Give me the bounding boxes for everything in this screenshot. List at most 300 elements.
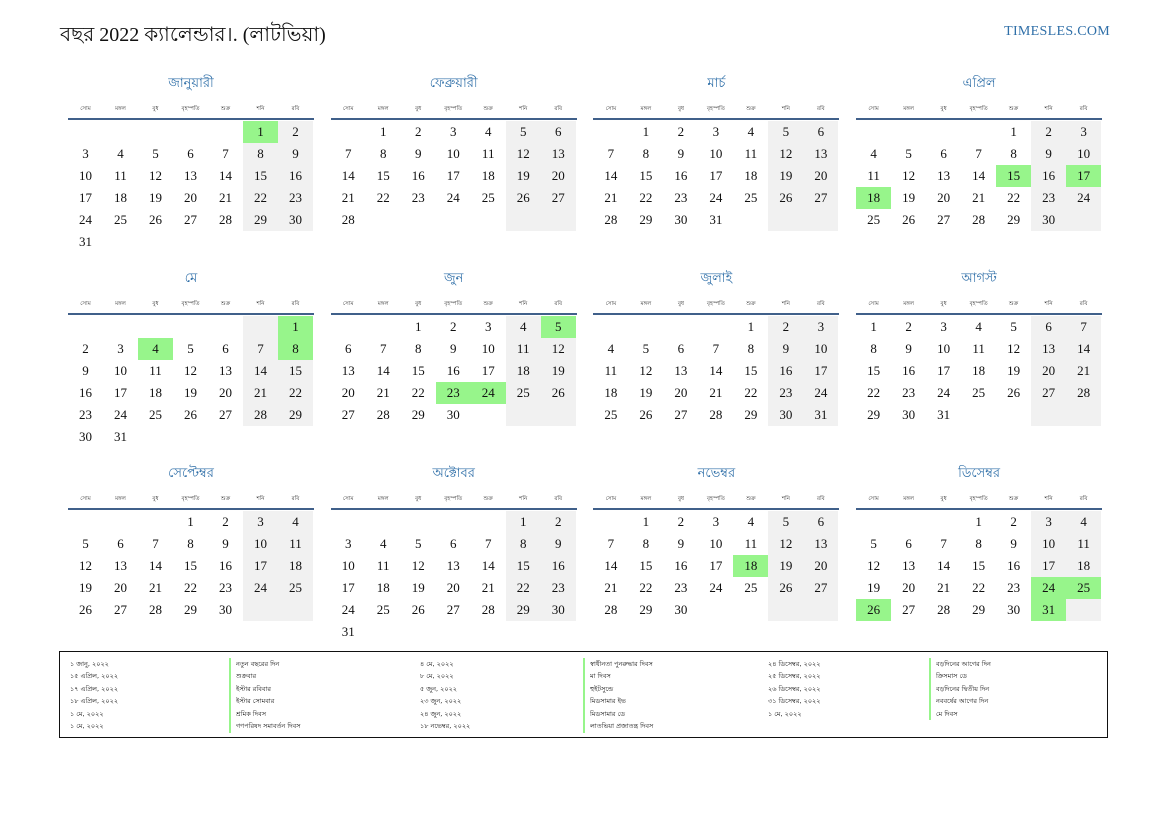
day-cell: 13 (902, 558, 916, 573)
day-cell: 22 (867, 385, 881, 400)
holiday-cell: 5 (541, 316, 576, 338)
holiday-cell: 1 (278, 316, 313, 338)
header-divider (593, 508, 839, 510)
day-cell: 11 (481, 146, 495, 161)
day-cell: 22 (289, 385, 302, 400)
legend-date: ২৩ জুন, ২০২২ (420, 697, 462, 706)
day-cell: 24 (814, 385, 828, 400)
weekday-header (331, 296, 577, 312)
day-cell: 4 (607, 341, 615, 356)
day-cell: 17 (446, 168, 460, 183)
day-cell: 29 (289, 407, 302, 422)
day-cell: 3 (449, 124, 457, 139)
day-cell: 13 (1042, 341, 1056, 356)
day-cell: 8 (379, 146, 387, 161)
day-cell: 13 (184, 168, 197, 183)
day-cell: 11 (516, 341, 530, 356)
holiday-cell: 23 (436, 382, 471, 404)
weekday-label: সোম (605, 106, 617, 112)
day-cell: 30 (902, 407, 916, 422)
day-cell: 17 (937, 363, 951, 378)
weekday-label: সোম (80, 106, 91, 112)
month-title: মে (184, 271, 198, 286)
legend-date: ১ মে, ২০২২ (70, 709, 104, 718)
day-cell: 2 (222, 514, 229, 529)
day-cell: 5 (642, 341, 650, 356)
holiday-cell: 1 (243, 121, 278, 143)
day-cell: 7 (484, 536, 492, 551)
day-cell: 22 (639, 190, 653, 205)
legend-holiday: গণপরিষদ সমাবর্তন দিবস (236, 721, 301, 730)
weekday-label: মঙ্গল (377, 106, 389, 112)
day-cell: 8 (747, 341, 755, 356)
weekday-header (331, 491, 577, 507)
day-cell: 14 (219, 168, 232, 183)
weekday-label: বুধ (940, 496, 947, 502)
header-divider (331, 313, 577, 315)
day-cell: 13 (814, 146, 828, 161)
month-calendar (856, 269, 1102, 449)
day-cell: 31 (709, 212, 723, 227)
weekday-label: রবি (291, 106, 300, 112)
weekday-label: সোম (605, 301, 617, 307)
day-cell: 15 (411, 363, 425, 378)
legend-marker (583, 658, 585, 733)
day-grid (593, 121, 839, 253)
legend-holiday: মে দিবস (936, 709, 958, 718)
day-cell: 16 (902, 363, 916, 378)
day-cell: 17 (79, 190, 92, 205)
day-cell: 6 (449, 536, 457, 551)
weekday-label: মঙ্গল (115, 496, 126, 502)
day-cell: 14 (709, 363, 723, 378)
day-cell: 21 (604, 190, 618, 205)
legend-date: ১৮ এপ্রিল, ২০২২ (70, 697, 119, 706)
day-cell: 12 (184, 363, 197, 378)
day-cell: 4 (870, 146, 877, 161)
holiday-cell: 17 (1066, 165, 1101, 187)
day-cell: 20 (674, 385, 688, 400)
day-cell: 15 (516, 558, 530, 573)
day-cell: 6 (344, 341, 352, 356)
day-cell: 16 (1007, 558, 1021, 573)
day-cell: 16 (446, 363, 460, 378)
day-cell: 8 (642, 536, 650, 551)
day-cell: 29 (867, 407, 881, 422)
day-cell: 3 (1080, 124, 1087, 139)
day-cell: 28 (149, 602, 162, 617)
month-title: জুন (443, 271, 464, 286)
legend-holiday: ক্রিসমাস ডে (936, 672, 967, 681)
day-cell: 20 (341, 385, 355, 400)
day-cell: 27 (341, 407, 355, 422)
weekday-label: শুক্র (746, 301, 756, 307)
day-cell: 27 (902, 602, 916, 617)
weekday-label: শনি (781, 301, 790, 307)
day-cell: 11 (1077, 536, 1090, 551)
weekday-label: সোম (605, 496, 617, 502)
legend-holiday: বড়দিনের আগের দিন (936, 660, 991, 668)
day-cell: 12 (639, 363, 653, 378)
day-cell: 25 (481, 190, 495, 205)
day-cell: 12 (79, 558, 92, 573)
weekday-label: মঙ্গল (640, 496, 652, 502)
day-cell: 20 (551, 168, 565, 183)
day-cell: 10 (446, 146, 460, 161)
weekday-label: সোম (868, 301, 879, 307)
weekday-label: বৃহস্পতি (181, 301, 200, 307)
legend-holiday: ইস্টার সোমবার (236, 697, 275, 706)
day-cell: 23 (1007, 580, 1021, 595)
day-cell: 10 (114, 363, 127, 378)
day-cell: 5 (1010, 319, 1017, 334)
day-cell: 7 (712, 341, 720, 356)
legend-date: ১ মে, ২০২২ (70, 721, 104, 730)
legend-holiday: হুইটসুন্ডে (590, 684, 614, 693)
day-cell: 7 (379, 341, 387, 356)
day-cell: 12 (551, 341, 565, 356)
month-calendar (856, 464, 1102, 644)
day-cell: 6 (817, 514, 825, 529)
legend-holiday: ইস্টার রবিবার (236, 684, 271, 693)
weekday-label: মঙ্গল (640, 301, 652, 307)
day-cell: 8 (975, 536, 982, 551)
month-calendar (68, 74, 314, 254)
weekday-label: শুক্র (220, 106, 231, 112)
day-cell: 5 (152, 146, 159, 161)
day-cell: 9 (222, 536, 229, 551)
day-cell: 3 (484, 319, 492, 334)
day-cell: 1 (414, 319, 422, 334)
day-cell: 9 (782, 341, 790, 356)
day-grid (68, 316, 314, 448)
day-cell: 23 (289, 190, 302, 205)
weekday-label: মঙ্গল (115, 106, 126, 112)
weekday-label: মঙ্গল (903, 301, 914, 307)
weekday-label: শনি (519, 301, 528, 307)
day-cell: 16 (551, 558, 565, 573)
day-cell: 11 (114, 168, 127, 183)
day-cell: 10 (937, 341, 951, 356)
day-cell: 16 (779, 363, 793, 378)
weekday-label: বুধ (415, 496, 422, 502)
day-cell: 2 (1010, 514, 1017, 529)
legend-holiday: নতুন বছরের দিন (236, 660, 280, 668)
day-cell: 8 (642, 146, 650, 161)
day-cell: 9 (677, 536, 685, 551)
day-cell: 14 (937, 558, 951, 573)
day-cell: 6 (117, 536, 124, 551)
day-cell: 4 (747, 124, 755, 139)
day-cell: 20 (114, 580, 127, 595)
day-cell: 1 (379, 124, 387, 139)
weekday-label: সোম (342, 301, 354, 307)
day-cell: 14 (972, 168, 986, 183)
day-cell: 11 (867, 168, 880, 183)
weekday-header (856, 296, 1102, 312)
weekday-label: শনি (256, 496, 265, 502)
header-divider (856, 508, 1102, 510)
weekday-label: বুধ (677, 106, 684, 112)
day-cell: 10 (79, 168, 92, 183)
day-cell: 1 (519, 514, 527, 529)
day-cell: 24 (709, 190, 723, 205)
month-title: আগস্ট (961, 271, 997, 286)
weekday-header (68, 296, 314, 312)
day-cell: 16 (411, 168, 425, 183)
day-cell: 9 (449, 341, 457, 356)
day-cell: 23 (1042, 190, 1056, 205)
day-cell: 22 (1007, 190, 1021, 205)
header-divider (68, 508, 314, 510)
day-cell: 11 (149, 363, 162, 378)
day-cell: 10 (481, 341, 495, 356)
weekday-label: শুক্র (483, 496, 493, 502)
day-cell: 21 (376, 385, 390, 400)
month-calendar (593, 464, 839, 644)
legend-date: ২৪ জুন, ২০২২ (420, 709, 462, 718)
day-cell: 6 (222, 341, 229, 356)
day-cell: 26 (639, 407, 653, 422)
page-title: বছর 2022 ক্যালেন্ডার।. (লাটভিয়া) (60, 24, 326, 46)
weekday-label: বুধ (415, 301, 422, 307)
legend-names-3 (936, 658, 1101, 720)
weekday-label: বুধ (152, 496, 159, 502)
weekday-label: রবি (291, 496, 300, 502)
day-cell: 19 (184, 385, 197, 400)
day-cell: 2 (677, 514, 685, 529)
header-divider (593, 313, 839, 315)
day-cell: 19 (867, 580, 881, 595)
weekday-label: শুক্র (483, 301, 493, 307)
day-cell: 6 (940, 146, 947, 161)
legend-date: ১৫ এপ্রিল, ২০২২ (70, 672, 119, 681)
legend-holiday: মিডসামার ডে (590, 709, 625, 718)
day-cell: 28 (709, 407, 723, 422)
legend-holiday: শুক্রবার (236, 672, 257, 681)
day-cell: 23 (551, 580, 565, 595)
day-cell: 27 (674, 407, 688, 422)
day-cell: 21 (254, 385, 267, 400)
day-cell: 15 (254, 168, 267, 183)
day-cell: 18 (744, 168, 758, 183)
weekday-label: সোম (868, 496, 879, 502)
day-cell: 24 (341, 602, 355, 617)
legend-date: ১৭ এপ্রিল, ২০২২ (70, 684, 119, 693)
day-cell: 15 (972, 558, 986, 573)
weekday-label: মঙ্গল (377, 496, 389, 502)
weekday-label: শনি (1044, 106, 1053, 112)
weekday-label: বুধ (677, 301, 684, 307)
day-cell: 26 (516, 190, 530, 205)
day-cell: 11 (744, 146, 758, 161)
holiday-cell: 18 (856, 187, 891, 209)
day-cell: 13 (219, 363, 232, 378)
month-title: মার্চ (707, 76, 726, 91)
day-cell: 17 (341, 580, 355, 595)
day-cell: 9 (292, 146, 299, 161)
day-cell: 1 (870, 319, 877, 334)
legend-names-2 (590, 658, 760, 732)
day-cell: 25 (972, 385, 986, 400)
day-cell: 1 (642, 124, 650, 139)
day-cell: 1 (1010, 124, 1017, 139)
day-cell: 19 (639, 385, 653, 400)
weekday-label: রবি (554, 106, 563, 112)
month-title: জানুয়ারী (168, 76, 214, 91)
day-cell: 8 (519, 536, 527, 551)
day-cell: 23 (219, 580, 232, 595)
day-cell: 9 (1045, 146, 1052, 161)
day-cell: 2 (82, 341, 89, 356)
day-cell: 18 (604, 385, 618, 400)
weekday-label: বুধ (940, 106, 947, 112)
day-cell: 16 (219, 558, 232, 573)
weekday-header (593, 101, 839, 117)
day-cell: 27 (937, 212, 951, 227)
day-cell: 12 (779, 146, 793, 161)
day-cell: 15 (289, 363, 302, 378)
day-cell: 14 (1077, 341, 1091, 356)
day-cell: 21 (219, 190, 232, 205)
day-cell: 14 (149, 558, 162, 573)
brand-link[interactable]: TIMESLES.COM (1004, 24, 1110, 39)
legend-holiday: লাতভিয়া প্রজাতন্ত্র দিবস (590, 721, 654, 730)
day-cell: 4 (975, 319, 982, 334)
weekday-label: শুক্র (220, 301, 231, 307)
day-cell: 24 (937, 385, 951, 400)
day-cell: 25 (114, 212, 127, 227)
holiday-cell: 26 (856, 599, 891, 621)
day-cell: 27 (1042, 385, 1056, 400)
legend-holiday: স্বাধীনতা পুনরুদ্ধার দিবস (590, 660, 653, 668)
weekday-label: বৃহস্পতি (444, 496, 463, 502)
day-cell: 14 (481, 558, 495, 573)
day-cell: 9 (905, 341, 912, 356)
day-cell: 1 (747, 319, 755, 334)
day-cell: 7 (975, 146, 982, 161)
day-cell: 11 (972, 341, 985, 356)
weekday-header (331, 101, 577, 117)
legend-date: ৫ জুন, ২০২২ (420, 684, 458, 693)
day-cell: 25 (744, 190, 758, 205)
day-cell: 22 (744, 385, 758, 400)
weekday-label: মঙ্গল (115, 301, 126, 307)
legend-date: ২৫ ডিসেম্বর, ২০২২ (768, 672, 821, 681)
day-cell: 28 (972, 212, 986, 227)
holiday-cell: 25 (1066, 577, 1101, 599)
holiday-cell: 24 (1031, 577, 1066, 599)
month-calendar (856, 74, 1102, 254)
weekday-header (593, 491, 839, 507)
header-divider (68, 118, 314, 120)
day-cell: 7 (257, 341, 264, 356)
day-cell: 14 (341, 168, 355, 183)
holiday-cell: 15 (996, 165, 1031, 187)
day-cell: 20 (446, 580, 460, 595)
day-cell: 5 (782, 124, 790, 139)
day-cell: 25 (604, 407, 618, 422)
day-cell: 28 (341, 212, 355, 227)
weekday-label: বৃহস্পতি (706, 496, 725, 502)
day-cell: 19 (779, 558, 793, 573)
weekday-label: শনি (781, 106, 790, 112)
day-cell: 27 (814, 580, 828, 595)
weekday-label: শুক্র (1008, 301, 1019, 307)
weekday-label: সোম (80, 496, 91, 502)
day-cell: 9 (82, 363, 89, 378)
day-cell: 14 (254, 363, 267, 378)
day-cell: 7 (607, 536, 615, 551)
month-calendar (331, 464, 577, 644)
day-cell: 17 (709, 168, 723, 183)
day-cell: 28 (376, 407, 390, 422)
day-cell: 16 (79, 385, 92, 400)
day-grid (331, 121, 577, 253)
day-cell: 5 (905, 146, 912, 161)
day-cell: 10 (1077, 146, 1091, 161)
day-cell: 16 (289, 168, 302, 183)
day-cell: 8 (1010, 146, 1017, 161)
day-cell: 21 (937, 580, 951, 595)
weekday-label: সোম (80, 301, 91, 307)
weekday-label: সোম (868, 106, 879, 112)
day-cell: 3 (117, 341, 124, 356)
day-cell: 25 (744, 580, 758, 595)
day-cell: 30 (674, 212, 688, 227)
day-cell: 11 (289, 536, 302, 551)
day-cell: 1 (187, 514, 194, 529)
day-cell: 17 (114, 385, 127, 400)
weekday-label: শুক্র (483, 106, 493, 112)
day-cell: 18 (289, 558, 302, 573)
legend-date: ১৮ নভেম্বর, ২০২২ (420, 721, 471, 730)
day-cell: 15 (639, 168, 653, 183)
day-cell: 30 (219, 602, 232, 617)
day-cell: 31 (937, 407, 951, 422)
weekday-label: শুক্র (1008, 106, 1019, 112)
day-cell: 26 (1007, 385, 1021, 400)
day-cell: 29 (972, 602, 986, 617)
day-cell: 21 (1077, 363, 1091, 378)
day-cell: 20 (184, 190, 197, 205)
weekday-label: রবি (1079, 496, 1088, 502)
day-cell: 28 (481, 602, 495, 617)
legend-dates-1 (70, 658, 225, 732)
day-cell: 23 (902, 385, 916, 400)
day-cell: 14 (376, 363, 390, 378)
day-cell: 29 (1007, 212, 1021, 227)
day-cell: 15 (744, 363, 758, 378)
day-cell: 5 (870, 536, 877, 551)
day-cell: 22 (411, 385, 425, 400)
day-cell: 25 (516, 385, 530, 400)
month-calendar (331, 74, 577, 254)
header-divider (856, 118, 1102, 120)
day-cell: 15 (867, 363, 881, 378)
day-cell: 4 (117, 146, 124, 161)
day-cell: 28 (254, 407, 267, 422)
header-divider (331, 118, 577, 120)
day-grid (593, 316, 839, 448)
weekday-header (856, 491, 1102, 507)
day-grid (856, 121, 1102, 253)
day-cell: 13 (341, 363, 355, 378)
weekday-label: রবি (817, 301, 825, 307)
day-cell: 2 (554, 514, 562, 529)
day-cell: 12 (411, 558, 425, 573)
day-cell: 27 (446, 602, 460, 617)
